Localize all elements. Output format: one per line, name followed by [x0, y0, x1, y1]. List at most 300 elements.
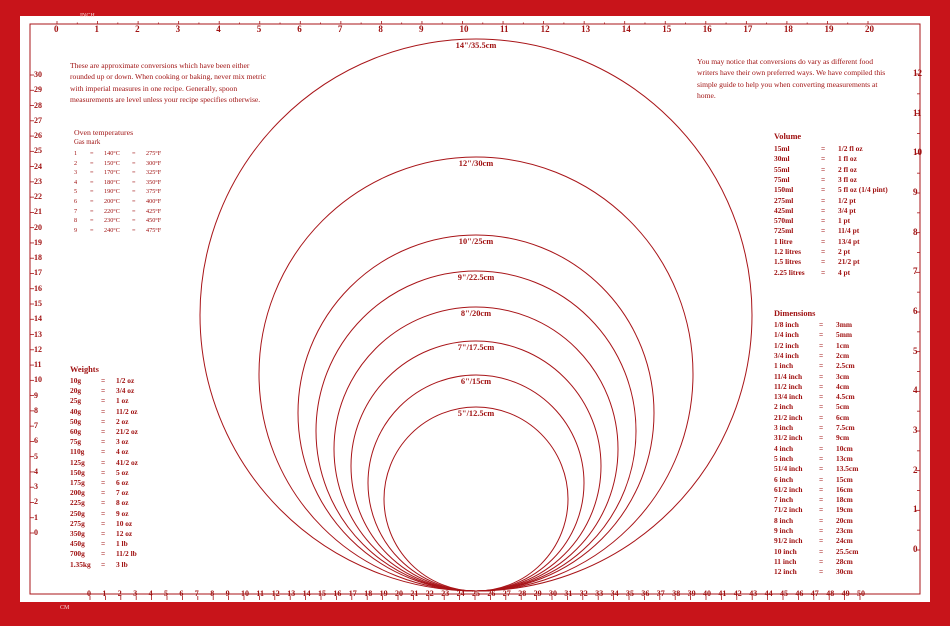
- oven-row-cell: =: [90, 188, 94, 196]
- weight-row-cell: =: [101, 529, 106, 538]
- ruler-left-number: 1: [34, 512, 38, 522]
- weight-row-cell: 50g: [70, 416, 82, 426]
- oven-row-cell: 3: [74, 169, 78, 177]
- ruler-left-number: 12: [34, 344, 42, 354]
- oven-row-cell: 425°F: [146, 207, 162, 215]
- oven-row-cell: =: [132, 169, 136, 177]
- dimension-row-cell: =: [819, 340, 824, 350]
- dimension-row-cell: 2.5cm: [836, 361, 855, 371]
- ruler-left-number: 29: [34, 85, 42, 95]
- dimension-row-cell: 8 inch: [774, 515, 794, 525]
- border-top: [0, 0, 950, 16]
- circle-size-label: 5"/12.5cm: [457, 409, 495, 418]
- weight-row-cell: 21/2 oz: [116, 427, 138, 436]
- volume-title: Volume: [774, 132, 802, 141]
- dimension-row-cell: =: [819, 546, 824, 556]
- volume-row-cell: =: [821, 195, 826, 205]
- ruler-right-number: 9: [913, 187, 918, 197]
- ruler-right-number: 10: [913, 147, 922, 158]
- weight-row-cell: 3/4 oz: [116, 386, 135, 396]
- oven-row-cell: =: [90, 198, 94, 205]
- volume-row-cell: 5 fl oz (1/4 pint): [838, 185, 888, 195]
- ruler-left-number: 9: [34, 390, 38, 400]
- ruler-top-number: 13: [581, 24, 591, 34]
- unit-bottom-label: CM: [60, 605, 70, 611]
- dimension-row-cell: =: [819, 556, 824, 566]
- volume-row-cell: =: [821, 247, 826, 256]
- weight-row-cell: 11/2 oz: [116, 406, 138, 416]
- weight-row-cell: =: [101, 447, 106, 457]
- ruler-top-number: 0: [54, 24, 59, 34]
- weight-row-cell: 1 oz: [116, 396, 129, 406]
- volume-row-cell: 275ml: [774, 195, 794, 205]
- weight-row-cell: 1 lb: [116, 539, 128, 549]
- oven-row-cell: 6: [74, 198, 78, 205]
- weight-row-cell: =: [101, 427, 106, 436]
- oven-row-cell: =: [90, 159, 94, 167]
- oven-row-cell: =: [90, 226, 94, 234]
- dimension-row-cell: 71/2 inch: [774, 505, 803, 515]
- ruler-bottom-number: 15: [318, 589, 326, 598]
- ruler-top-number: 9: [418, 24, 424, 34]
- circle-size-label: 9"/22.5cm: [457, 273, 495, 282]
- ruler-bottom-number: 27: [502, 589, 511, 598]
- ruler-right-number: 5: [913, 345, 918, 356]
- weight-row-cell: =: [101, 478, 106, 487]
- oven-row-cell: =: [132, 198, 136, 205]
- oven-row-cell: 375°F: [146, 188, 162, 196]
- dimension-row-cell: =: [819, 392, 824, 402]
- ruler-left-number: 27: [34, 115, 42, 125]
- dimension-row-cell: =: [819, 433, 824, 443]
- dimension-row-cell: =: [819, 515, 824, 525]
- ruler-bottom-number: 19: [379, 589, 388, 598]
- circle-size-label: 10"/25cm: [458, 237, 494, 246]
- dimension-row-cell: 3cm: [836, 371, 850, 381]
- weight-row-cell: =: [101, 539, 106, 549]
- volume-row-cell: 1/2 pt: [838, 195, 856, 205]
- ruler-left-number: 21: [34, 207, 42, 217]
- dimension-row-cell: 3/4 inch: [774, 350, 799, 360]
- dimension-row-cell: 12 inch: [774, 567, 797, 577]
- volume-row-cell: =: [821, 267, 826, 277]
- weight-row-cell: 4 oz: [116, 447, 129, 457]
- oven-row-cell: 300°F: [146, 159, 162, 167]
- dimension-row-cell: 4 inch: [774, 443, 794, 453]
- volume-row-cell: =: [821, 174, 826, 184]
- ruler-right-number: 7: [913, 266, 918, 277]
- weight-row-cell: =: [101, 406, 106, 416]
- dimension-row-cell: 28cm: [836, 556, 853, 566]
- ruler-top-number: 19: [824, 24, 834, 34]
- ruler-top-number: 16: [702, 24, 712, 34]
- dimension-row-cell: 10cm: [836, 443, 853, 453]
- volume-row-cell: 55ml: [774, 164, 790, 174]
- ruler-left-number: 26: [34, 131, 42, 141]
- dimension-row-cell: =: [819, 453, 824, 463]
- ruler-left-number: 23: [34, 176, 42, 186]
- ruler-bottom-number: 18: [364, 589, 373, 598]
- volume-row-cell: 2.25 litres: [774, 267, 805, 277]
- ruler-bottom-number: 43: [749, 589, 758, 598]
- dimension-row-cell: 1/4 inch: [774, 330, 799, 340]
- ruler-left-number: 22: [34, 192, 42, 202]
- dimension-row-cell: 2cm: [836, 350, 850, 360]
- oven-row-cell: =: [132, 188, 136, 196]
- volume-row-cell: 75ml: [774, 174, 790, 184]
- ruler-right-number: 6: [913, 306, 918, 316]
- dimension-row-cell: 5cm: [836, 402, 850, 412]
- volume-row-cell: =: [821, 164, 826, 174]
- ruler-right-number: 3: [913, 425, 918, 435]
- weight-row-cell: 12 oz: [116, 529, 133, 538]
- ruler-bottom-number: 34: [610, 589, 619, 598]
- oven-row-cell: =: [90, 150, 94, 157]
- dimension-row-cell: =: [819, 402, 824, 412]
- dimension-row-cell: =: [819, 412, 824, 422]
- dimension-row-cell: 25.5cm: [836, 546, 859, 556]
- dimension-row-cell: 13cm: [836, 453, 853, 463]
- ruler-top-number: 14: [621, 24, 631, 34]
- dimension-row-cell: 24cm: [836, 536, 853, 546]
- oven-row-cell: 350°F: [146, 178, 162, 186]
- weight-row-cell: 7 oz: [116, 488, 129, 498]
- ruler-bottom-number: 25: [472, 589, 480, 598]
- ruler-bottom-number: 36: [641, 589, 650, 598]
- dimension-row-cell: 3 inch: [774, 423, 794, 432]
- ruler-left-number: 28: [34, 100, 42, 110]
- dimension-row-cell: 30cm: [836, 567, 853, 577]
- ruler-bottom-number: 32: [579, 589, 588, 598]
- circle-size-label: 8"/20cm: [460, 309, 492, 318]
- ruler-bottom-number: 24: [456, 589, 465, 598]
- volume-row-cell: 3 fl oz: [838, 174, 857, 184]
- ruler-right-number: 12: [913, 68, 922, 78]
- oven-row-cell: 325°F: [146, 169, 162, 177]
- dimension-row-cell: 19cm: [836, 505, 853, 515]
- dimension-row-cell: =: [819, 371, 824, 381]
- oven-row-cell: 1: [74, 150, 78, 157]
- ruler-bottom-number: 37: [656, 589, 665, 598]
- ruler-left-number: 5: [34, 451, 38, 461]
- weight-row-cell: =: [101, 416, 106, 426]
- dimension-row-cell: =: [819, 443, 824, 453]
- dimension-row-cell: =: [819, 330, 824, 340]
- weight-row-cell: 1.35kg: [70, 559, 91, 569]
- ruler-left-number: 8: [34, 405, 38, 415]
- ruler-bottom-number: 4: [148, 589, 153, 598]
- ruler-right-number: 11: [913, 107, 922, 118]
- ruler-bottom-number: 38: [672, 589, 681, 598]
- volume-row-cell: 3/4 pt: [838, 205, 856, 215]
- weight-row-cell: 3 oz: [116, 437, 129, 447]
- weight-row-cell: 1/2 oz: [116, 376, 135, 385]
- ruler-bottom-number: 42: [733, 589, 742, 598]
- dimension-row-cell: 23cm: [836, 526, 853, 535]
- ruler-left-number: 20: [34, 222, 42, 232]
- volume-row-cell: 15ml: [774, 144, 790, 153]
- weight-row-cell: 125g: [70, 457, 85, 467]
- border-right: [930, 0, 950, 626]
- circle-size-label: 7"/17.5cm: [457, 343, 495, 352]
- dimension-row-cell: 13.5cm: [836, 464, 859, 474]
- oven-row-cell: =: [132, 159, 136, 167]
- volume-row-cell: =: [821, 226, 826, 236]
- ruler-left-number: 7: [34, 421, 38, 431]
- weight-row-cell: 350g: [70, 529, 85, 538]
- ruler-top-number: 6: [297, 24, 302, 34]
- volume-row-cell: 21/2 pt: [838, 257, 860, 267]
- oven-row-cell: 275°F: [146, 150, 162, 157]
- weight-row-cell: 40g: [70, 406, 82, 416]
- ruler-right-number: 4: [913, 385, 918, 396]
- ruler-top-number: 10: [459, 24, 469, 34]
- oven-row-cell: 450°F: [146, 217, 162, 225]
- weight-row-cell: =: [101, 437, 106, 447]
- oven-row-cell: 190°C: [104, 188, 120, 196]
- ruler-left-number: 18: [34, 253, 42, 263]
- weight-row-cell: =: [101, 498, 106, 508]
- oven-row-cell: 220°C: [104, 207, 120, 215]
- dimension-row-cell: 16cm: [836, 484, 853, 494]
- ruler-top-number: 3: [175, 24, 181, 34]
- unit-top-label: INCH: [80, 13, 95, 19]
- circle-size-label: 12"/30cm: [458, 159, 494, 168]
- ruler-bottom-number: 14: [302, 589, 311, 598]
- dimension-row-cell: =: [819, 567, 824, 577]
- ruler-bottom-number: 28: [518, 589, 527, 598]
- oven-row-cell: 7: [74, 207, 78, 215]
- weight-row-cell: 75g: [70, 437, 82, 447]
- oven-row-cell: 475°F: [146, 226, 162, 234]
- volume-row-cell: 4 pt: [838, 267, 851, 277]
- weight-row-cell: 2 oz: [116, 416, 129, 426]
- dimension-row-cell: 7 inch: [774, 495, 794, 505]
- volume-row-cell: =: [821, 216, 826, 226]
- ruler-left-number: 13: [34, 329, 42, 339]
- dimension-row-cell: 13/4 inch: [774, 392, 803, 402]
- ruler-bottom-number: 0: [87, 589, 91, 598]
- volume-row-cell: =: [821, 185, 826, 195]
- ruler-top-number: 15: [662, 24, 672, 34]
- dimension-row-cell: =: [819, 495, 824, 505]
- dimension-row-cell: 1 inch: [774, 361, 794, 371]
- ruler-bottom-number: 39: [687, 589, 696, 598]
- ruler-bottom-number: 11: [256, 589, 264, 598]
- ruler-bottom-number: 20: [395, 589, 403, 598]
- ruler-top-number: 2: [135, 24, 140, 34]
- ruler-bottom-number: 35: [626, 589, 634, 598]
- ruler-right-number: 8: [913, 226, 918, 237]
- border-bottom: [0, 602, 950, 626]
- weight-row-cell: 6 oz: [116, 478, 129, 487]
- weight-row-cell: =: [101, 518, 106, 528]
- dimension-row-cell: 3mm: [836, 320, 853, 329]
- weight-row-cell: =: [101, 467, 106, 477]
- ruler-bottom-number: 12: [271, 589, 280, 598]
- ruler-bottom-number: 2: [117, 589, 122, 598]
- weight-row-cell: 700g: [70, 549, 85, 559]
- volume-row-cell: 1.2 litres: [774, 247, 801, 256]
- volume-row-cell: 725ml: [774, 226, 794, 236]
- oven-row-cell: 2: [74, 159, 78, 167]
- weight-row-cell: 10 oz: [116, 518, 133, 528]
- ruler-bottom-number: 48: [826, 589, 835, 598]
- oven-row-cell: 9: [74, 226, 78, 234]
- weight-row-cell: =: [101, 488, 106, 498]
- ruler-top-number: 7: [337, 24, 343, 34]
- ruler-bottom-number: 10: [241, 589, 249, 598]
- weight-row-cell: =: [101, 376, 106, 385]
- ruler-left-number: 16: [34, 283, 42, 293]
- ruler-top-number: 18: [783, 24, 793, 34]
- dimension-row-cell: 18cm: [836, 495, 853, 505]
- ruler-top-number: 17: [743, 24, 753, 34]
- volume-row-cell: 150ml: [774, 185, 794, 195]
- oven-row-cell: =: [90, 207, 94, 215]
- ruler-top-number: 12: [540, 24, 550, 34]
- weight-row-cell: 225g: [70, 498, 85, 508]
- volume-row-cell: 1 litre: [774, 236, 793, 246]
- dimension-row-cell: 4.5cm: [836, 392, 855, 402]
- ruler-bottom-number: 7: [194, 589, 199, 598]
- weight-row-cell: 3 lb: [116, 559, 128, 569]
- dimension-row-cell: 91/2 inch: [774, 536, 803, 546]
- ruler-bottom-number: 1: [102, 589, 107, 598]
- ruler-bottom-number: 49: [841, 589, 850, 598]
- dimension-row-cell: =: [819, 484, 824, 494]
- weight-row-cell: 20g: [70, 386, 82, 396]
- dimension-row-cell: 9cm: [836, 433, 850, 443]
- weights-title: Weights: [70, 365, 99, 374]
- weight-row-cell: 250g: [70, 508, 85, 518]
- weight-row-cell: 450g: [70, 539, 85, 549]
- weight-row-cell: 175g: [70, 478, 85, 487]
- dimension-row-cell: =: [819, 464, 824, 474]
- oven-row-cell: =: [132, 226, 136, 234]
- weight-row-cell: 8 oz: [116, 498, 129, 508]
- volume-row-cell: 570ml: [774, 216, 794, 226]
- dimensions-title: Dimensions: [774, 309, 816, 318]
- circle-size-label: 14"/35.5cm: [455, 41, 497, 50]
- volume-row-cell: =: [821, 154, 826, 164]
- dimension-row-cell: =: [819, 505, 824, 515]
- ruler-right-number: 1: [913, 504, 918, 515]
- dimension-row-cell: 1cm: [836, 340, 850, 350]
- weight-row-cell: =: [101, 559, 106, 569]
- ruler-left-number: 0: [34, 528, 38, 537]
- weight-row-cell: 200g: [70, 488, 85, 498]
- volume-row-cell: 425ml: [774, 205, 794, 215]
- oven-row-cell: 200°C: [104, 198, 120, 205]
- ruler-bottom-number: 13: [287, 589, 296, 598]
- ruler-left-number: 3: [34, 482, 38, 492]
- ruler-left-number: 14: [34, 314, 42, 324]
- dimension-row-cell: 5 inch: [774, 453, 794, 463]
- oven-title: Oven temperatures: [74, 128, 134, 137]
- ruler-bottom-number: 29: [533, 589, 542, 598]
- oven-row-cell: 8: [74, 217, 78, 225]
- weight-row-cell: =: [101, 396, 106, 406]
- ruler-bottom-number: 33: [595, 589, 604, 598]
- ruler-bottom-number: 8: [210, 589, 215, 598]
- ruler-bottom-number: 23: [441, 589, 450, 598]
- ruler-top-number: 1: [94, 24, 100, 34]
- dimension-row-cell: 31/2 inch: [774, 433, 803, 443]
- ruler-left-number: 6: [34, 436, 38, 446]
- ruler-right-number: 0: [913, 544, 918, 554]
- weight-row-cell: 5 oz: [116, 467, 129, 477]
- dimension-row-cell: =: [819, 381, 824, 391]
- volume-row-cell: 13/4 pt: [838, 236, 860, 246]
- oven-row-cell: =: [90, 178, 94, 186]
- weight-row-cell: 275g: [70, 518, 85, 528]
- oven-row-cell: 150°C: [104, 159, 120, 167]
- ruler-left-number: 24: [34, 161, 42, 171]
- ruler-bottom-number: 22: [425, 589, 434, 598]
- weight-row-cell: =: [101, 508, 106, 518]
- ruler-left-number: 30: [34, 70, 42, 79]
- ruler-bottom-number: 6: [179, 589, 184, 598]
- dimension-row-cell: =: [819, 423, 824, 432]
- dimension-row-cell: 9 inch: [774, 526, 794, 535]
- dimension-row-cell: 11/2 inch: [774, 381, 803, 391]
- oven-row-cell: 240°C: [104, 226, 120, 234]
- oven-row-cell: =: [90, 169, 94, 177]
- ruler-bottom-number: 44: [764, 589, 773, 598]
- dimension-row-cell: =: [819, 320, 824, 329]
- dimension-row-cell: 6cm: [836, 412, 850, 422]
- oven-row-cell: 400°F: [146, 198, 162, 205]
- volume-row-cell: 30ml: [774, 154, 790, 164]
- ruler-bottom-number: 45: [780, 589, 788, 598]
- ruler-top-number: 4: [216, 24, 221, 34]
- ruler-top-number: 11: [500, 24, 509, 34]
- weight-row-cell: =: [101, 549, 106, 559]
- weight-row-cell: =: [101, 386, 106, 396]
- oven-row-cell: 230°C: [104, 217, 120, 225]
- oven-row-cell: =: [90, 217, 94, 225]
- ruler-bottom-number: 30: [549, 589, 557, 598]
- dimension-row-cell: 7.5cm: [836, 423, 855, 432]
- ruler-bottom-number: 50: [857, 589, 865, 598]
- ruler-left-number: 4: [34, 466, 38, 476]
- ruler-bottom-number: 41: [718, 589, 727, 598]
- dimension-row-cell: 21/2 inch: [774, 412, 803, 422]
- volume-row-cell: =: [821, 205, 826, 215]
- oven-row-cell: =: [132, 150, 136, 157]
- ruler-top-number: 5: [256, 24, 262, 34]
- volume-row-cell: 2 pt: [838, 247, 851, 256]
- dimension-row-cell: =: [819, 361, 824, 371]
- ruler-left-number: 2: [34, 497, 38, 507]
- ruler-bottom-number: 31: [564, 589, 573, 598]
- dimension-row-cell: 4cm: [836, 381, 850, 391]
- oven-row-cell: =: [132, 217, 136, 225]
- dimension-row-cell: 51/4 inch: [774, 464, 803, 474]
- dimension-row-cell: =: [819, 474, 824, 484]
- oven-row-cell: =: [132, 207, 136, 215]
- note-right: You may notice that conversions do vary as different food writers have their own preferred ways. We have compiled this simple guide to help you when converting measurements at home.: [697, 57, 886, 101]
- oven-row-cell: 170°C: [104, 169, 120, 177]
- weight-row-cell: 25g: [70, 396, 82, 406]
- ruler-bottom-number: 46: [795, 589, 804, 598]
- ruler-left-number: 10: [34, 375, 42, 385]
- volume-row-cell: =: [821, 257, 826, 267]
- circle-size-label: 6"/15cm: [460, 377, 492, 386]
- ruler-bottom-number: 3: [133, 589, 138, 598]
- dimension-row-cell: 1/8 inch: [774, 320, 799, 329]
